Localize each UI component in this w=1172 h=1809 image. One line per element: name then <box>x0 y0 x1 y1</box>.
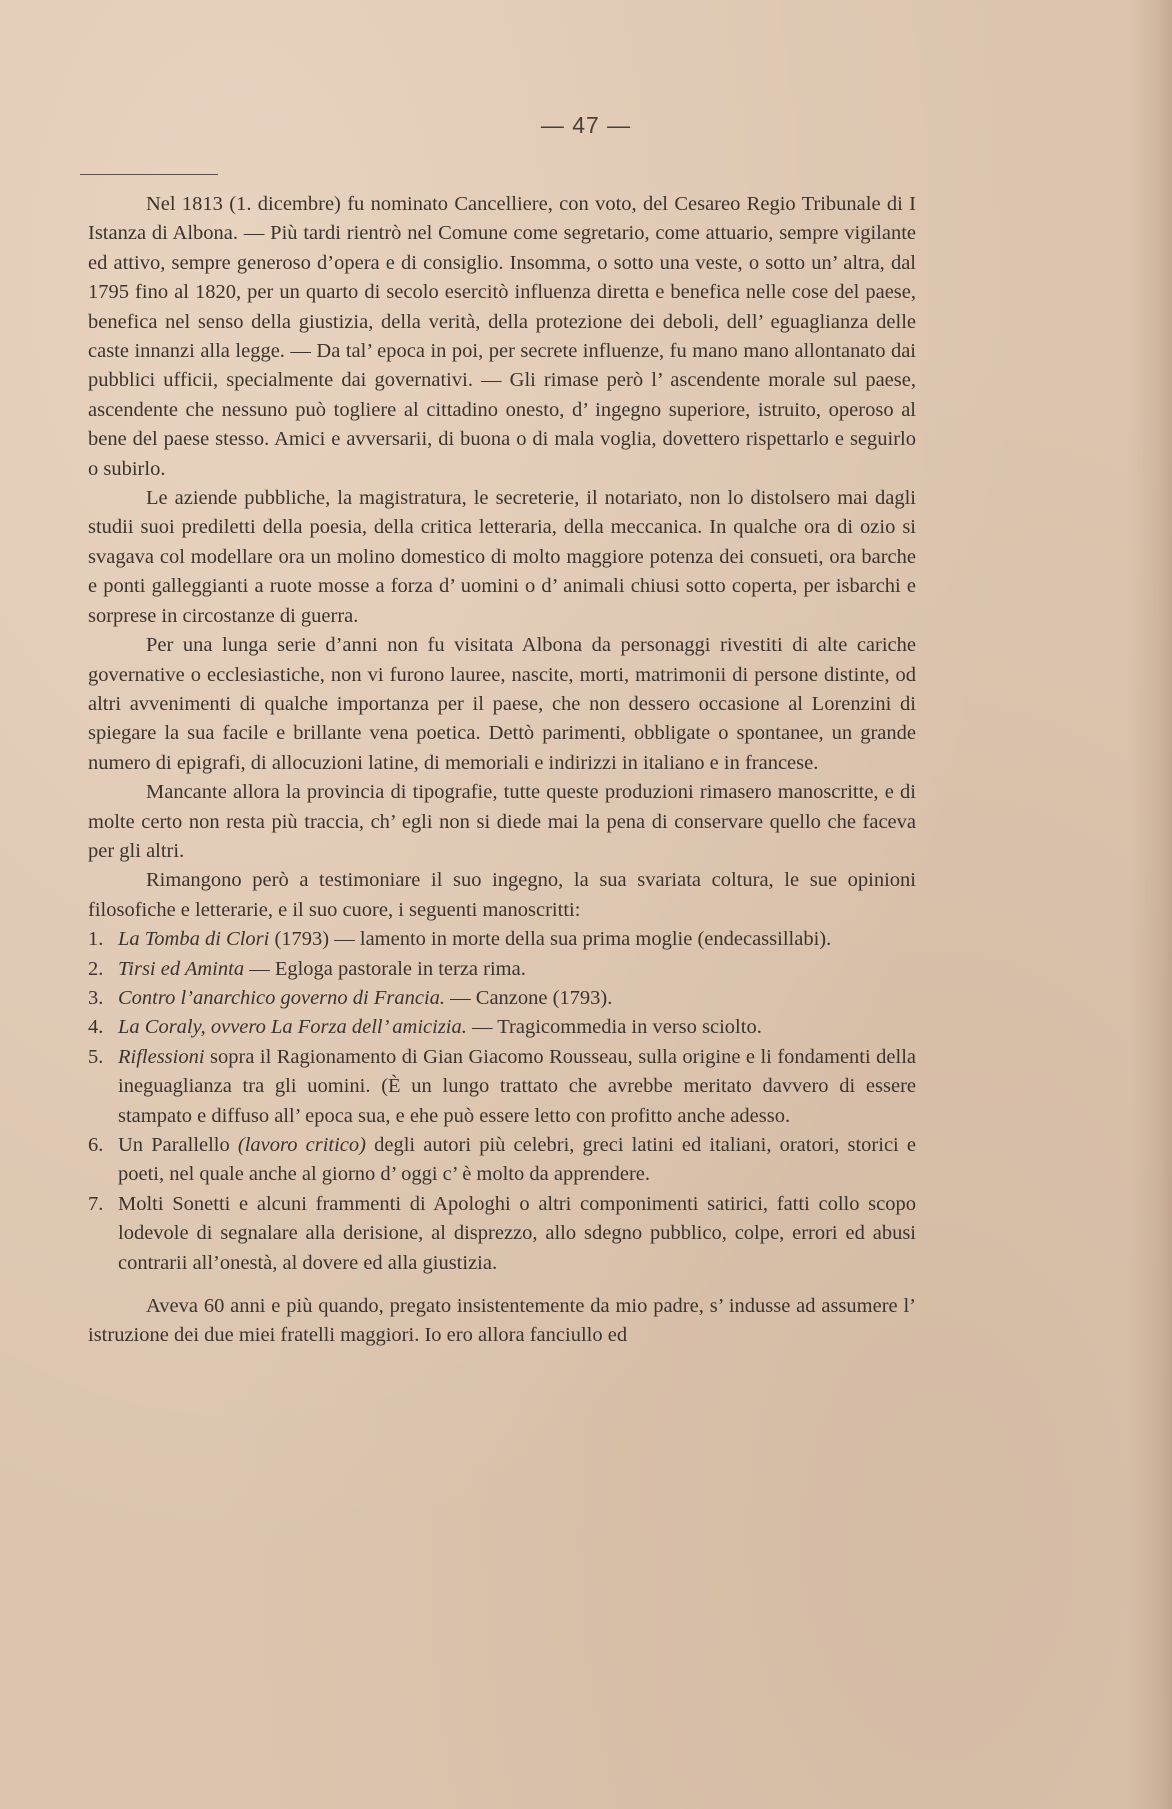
list-item <box>88 1013 916 1042</box>
page-number: — 47 — <box>540 112 632 138</box>
list-number: 2. <box>88 957 104 980</box>
section-gap <box>88 1278 916 1292</box>
list-item <box>88 925 916 954</box>
work-title: Contro l’anarchico governo di Francia. <box>118 986 446 1009</box>
work-description: (1793) — lamento in morte della sua prima moglie (endecassillabi). <box>269 928 832 951</box>
work-title: Tirsi ed Aminta <box>118 957 245 980</box>
list-item <box>88 1043 916 1131</box>
list-number: 4. <box>88 1016 104 1039</box>
work-description: Molti Sonetti e alcuni frammenti di Apologhi o altri componimenti satirici, fatti collo scopo lodevole di segnalare alla derisione, al disprezzo, allo sdegno pubblico, colpe, errori ed abusi contrarii all’onestà, al dovere ed alla giustizia. <box>118 1192 916 1274</box>
list-item <box>88 955 916 984</box>
work-description: degli autori più celebri, greci latini ed italiani, oratori, storici e poeti, nel quale anche al giorno d’ oggi c’ è molto da apprendere. <box>118 1134 916 1186</box>
page-edge-shadow <box>1128 0 1172 1809</box>
work-description: — Canzone (1793). <box>445 986 613 1009</box>
header-rule <box>80 174 218 175</box>
list-number: 7. <box>88 1192 104 1215</box>
list-item <box>88 1131 916 1190</box>
work-title: Riflessioni <box>118 1045 205 1068</box>
work-description: sopra il Ragionamento di Gian Giacomo Rousseau, sulla origine e li fondamenti della ineguaglianza tra gli uomini. (È un lungo trattato che avrebbe meritato davvero di essere stampato e diffuso all’ epoca sua, e ehe può essere letto con profitto anche adesso. <box>118 1045 916 1127</box>
work-title: La Tomba di Clori <box>118 928 270 951</box>
manuscript-list <box>88 925 916 1278</box>
list-number: 5. <box>88 1045 104 1068</box>
work-description: — Egloga pastorale in terza rima. <box>244 957 526 980</box>
paragraph-1: Nel 1813 (1. dicembre) fu nominato Cancelliere, con voto, del Cesareo Regio Tribunale di I Istanza di Albona. — Più tardi rientrò nel Comune come segretario, come attuario, sempre vigilante ed attivo, sempre generoso d’opera e di consiglio. Insomma, o sotto una veste, o sotto un’ altra, dal 1795 fino al 1820, per un quarto di secolo esercitò influenza diretta e benefica nelle cose del paese, benefica nel senso della giustizia, della verità, della protezione dei deboli, dell’ eguaglianza delle caste innanzi alla legge. — Da tal’ epoca in poi, per secrete influenze, fu mano mano allontanato dai pubblici ufficii, specialmente dai governativi. — Gli rimase però l’ ascendente morale sul paese, ascendente che nessuno può togliere al cittadino onesto, d’ ingegno superiore, istruito, operoso al bene del paese stesso. Amici e avversarii, di buona o di mala voglia, dovettero rispettarlo e seguirlo o subirlo. <box>88 193 916 480</box>
list-number: 1. <box>88 928 104 951</box>
list-number: 3. <box>88 986 104 1009</box>
list-item <box>88 984 916 1013</box>
final-paragraph: Aveva 60 anni e più quando, pregato insistentemente da mio padre, s’ indusse ad assumere l’ istruzione dei due miei fratelli maggiori. Io ero allora fanciullo ed <box>88 1295 916 1347</box>
paragraph-3: Per una lunga serie d’anni non fu visitata Albona da personaggi rivestiti di alte cariche governative o ecclesiastiche, non vi furono lauree, nascite, morti, matrimonii di persone distinte, od altri avvenimenti di qualche importanza per il paese, che non dessero occasione al Lorenzini di spiegare la sua facile e brillante vena poetica. Dettò parimenti, obbligate o spontanee, un grande numero di epigrafi, di allocuzioni latine, di memoriali e indirizzi in italiano e in francese. <box>88 634 916 774</box>
work-description: — Tragicommedia in verso sciolto. <box>466 1016 762 1039</box>
paragraph-4: Mancante allora la provincia di tipografie, tutte queste produzioni rimasero manoscritte, e di molte certo non resta più traccia, ch’ egli non si diede mai la pena di conservare quello che faceva per gli altri. <box>88 781 916 862</box>
body-text <box>88 190 916 1351</box>
paragraph-5: Rimangono però a testimoniare il suo ingegno, la sua svariata coltura, le sue opinioni filosofiche e letterarie, e il suo cuore, i seguenti manoscritti: <box>88 869 916 921</box>
work-title: (lavoro critico) <box>237 1134 366 1156</box>
work-prefix: Un Parallello <box>118 1134 238 1156</box>
paragraph-2: Le aziende pubbliche, la magistratura, le secreterie, il notariato, non lo distolsero mai dagli studii suoi prediletti della poesia, della critica letteraria, della meccanica. In qualche ora di ozio si svagava col modellare ora un molino domestico di molto maggiore potenza dei consueti, ora barche e ponti galleggianti a ruote mosse a forza d’ uomini o d’ animali chiusi sotto coperta, per isbarchi e sorprese in circostanze di guerra. <box>88 487 916 627</box>
work-title: La Coraly, ovvero La Forza dell’ amicizia. <box>118 1016 467 1039</box>
list-number: 6. <box>88 1134 104 1156</box>
list-item <box>88 1190 916 1278</box>
